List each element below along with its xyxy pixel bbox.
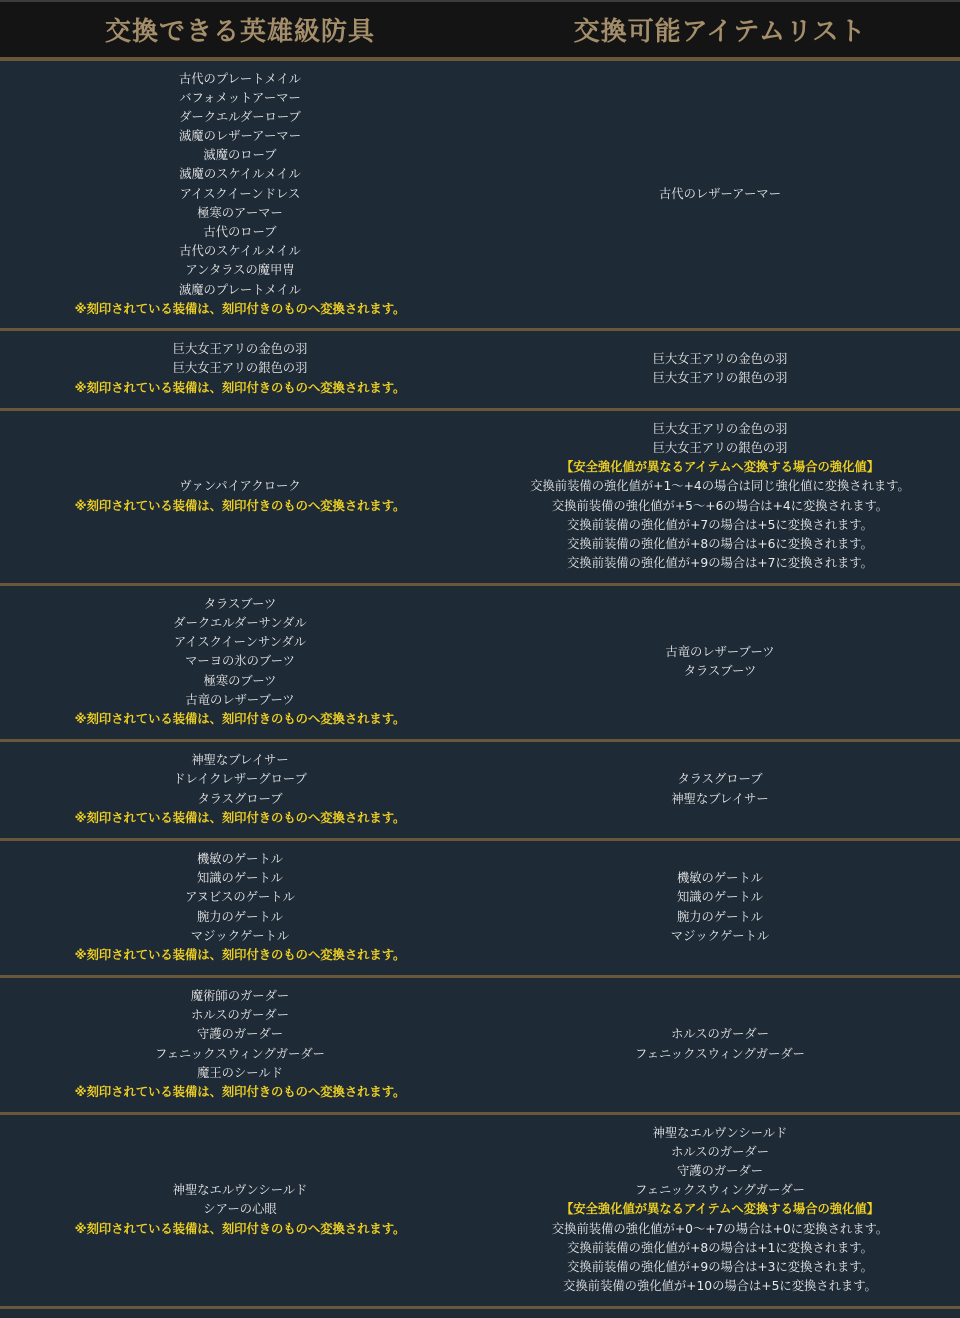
header-exchangeable-armor: 交換できる英雄級防具	[0, 1, 480, 59]
item-name: 交換前装備の強化値が+9の場合は+7に変換されます。	[567, 556, 873, 571]
item-name: 腕力のゲートル	[196, 909, 284, 924]
item-name: 古竜のレザーブーツ	[665, 644, 775, 659]
table-row	[0, 976, 960, 1113]
item-name: 巨大女王アリの金色の羽	[652, 421, 788, 436]
item-name: 交換前装備の強化値が+1～+4の場合は同じ強化値に変換されます。	[530, 479, 910, 494]
item-name: 交換前装備の強化値が+5～+6の場合は+4に変換されます。	[551, 498, 889, 513]
target-items-cell	[480, 584, 960, 740]
source-armor-cell	[0, 584, 480, 740]
target-items-cell	[480, 1113, 960, 1307]
item-name: 交換前装備の強化値が+9の場合は+3に変換されます。	[567, 1259, 873, 1274]
item-name: 機敏のゲートル	[196, 851, 284, 866]
table-row	[0, 740, 960, 839]
item-name: 古竜のレザーブーツ	[185, 692, 295, 707]
note-text: ※刻印されている装備は、刻印付きのものへ変換されます。	[74, 711, 406, 726]
item-name: 腕力のゲートル	[676, 909, 764, 924]
table-row	[0, 1113, 960, 1307]
source-armor-cell	[0, 740, 480, 839]
item-name: ダークエルダーローブ	[179, 109, 301, 124]
item-name: ダークエルダーサンダル	[173, 616, 307, 631]
table-body	[0, 59, 960, 1307]
item-name: 守護のガーダー	[196, 1027, 284, 1042]
item-name: 滅魔のプレートメイル	[178, 282, 302, 297]
header-row	[0, 1, 960, 59]
item-name: 魔術師のガーダー	[190, 988, 290, 1003]
item-name: タラスグローブ	[677, 772, 763, 787]
source-armor-cell	[0, 329, 480, 409]
item-name: 滅魔のスケイルメイル	[179, 167, 301, 182]
item-name: 交換前装備の強化値が+7の場合は+5に変換されます。	[567, 517, 873, 532]
item-name: タラスグローブ	[197, 791, 283, 806]
note-text: ※刻印されている装備は、刻印付きのものへ変換されます。	[74, 1084, 406, 1099]
item-name: 交換前装備の強化値が+8の場合は+1に変換されます。	[567, 1240, 873, 1255]
source-armor-cell	[0, 59, 480, 329]
note-text: ※刻印されている装備は、刻印付きのものへ変換されます。	[74, 810, 406, 825]
table-header	[0, 1, 960, 59]
source-armor-cell	[0, 409, 480, 584]
item-name: 滅魔のローブ	[203, 148, 277, 163]
item-name: 古代のスケイルメイル	[179, 244, 301, 259]
item-name: 巨大女王アリの銀色の羽	[652, 440, 788, 455]
item-name: ヴァンパイアクローク	[179, 479, 301, 494]
item-name: 守護のガーダー	[676, 1164, 764, 1179]
item-name: マジックゲートル	[670, 928, 770, 943]
item-name: フェニックスウィングガーダー	[635, 1046, 805, 1061]
item-name: 古代のレザーアーマー	[659, 186, 781, 201]
item-name: 知識のゲートル	[196, 871, 284, 886]
item-name: 神聖なブレイサー	[191, 753, 289, 768]
target-items-cell	[480, 839, 960, 976]
target-items-cell	[480, 740, 960, 839]
item-name: アヌビスのゲートル	[185, 890, 295, 905]
item-name: フェニックスウィングガーダー	[635, 1183, 805, 1198]
item-name: 交換前装備の強化値が+8の場合は+6に変換されます。	[567, 536, 873, 551]
item-name: アンタラスの魔甲冑	[185, 263, 295, 278]
note-text: ※刻印されている装備は、刻印付きのものへ変換されます。	[74, 1221, 406, 1236]
item-name: ホルスのガーダー	[190, 1008, 289, 1023]
item-name: 滅魔のレザーアーマー	[179, 129, 301, 144]
item-name: 極寒のブーツ	[203, 673, 277, 688]
item-name: 交換前装備の強化値が+10の場合は+5に変換されます。	[563, 1279, 877, 1294]
item-name: シアーの心眼	[203, 1202, 277, 1217]
item-name: 古代のプレートメイル	[178, 71, 302, 86]
target-items-cell	[480, 329, 960, 409]
item-name: マジックゲートル	[190, 928, 290, 943]
note-text: 【安全強化値が異なるアイテムへ変換する場合の強化値】	[561, 1202, 879, 1217]
item-name: アイスクイーンサンダル	[173, 635, 307, 650]
target-items-cell	[480, 59, 960, 329]
table-row	[0, 409, 960, 584]
item-name: 神聖なエルヴンシールド	[172, 1183, 308, 1198]
item-name: 機敏のゲートル	[676, 871, 764, 886]
header-exchange-item-list: 交換可能アイテムリスト	[480, 1, 960, 59]
source-armor-cell	[0, 976, 480, 1113]
note-text: ※刻印されている装備は、刻印付きのものへ変換されます。	[74, 947, 406, 962]
item-name: 交換前装備の強化値が+0～+7の場合は+0に変換されます。	[551, 1221, 889, 1236]
source-armor-cell	[0, 839, 480, 976]
note-text: ※刻印されている装備は、刻印付きのものへ変換されます。	[74, 380, 406, 395]
note-text: ※刻印されている装備は、刻印付きのものへ変換されます。	[74, 498, 406, 513]
item-name: 古代のローブ	[203, 225, 277, 240]
item-name: 巨大女王アリの銀色の羽	[652, 371, 788, 385]
item-name: マーヨの氷のブーツ	[185, 654, 295, 669]
item-name: 魔王のシールド	[197, 1065, 283, 1080]
note-text: ※刻印されている装備は、刻印付きのものへ変換されます。	[74, 301, 406, 316]
item-name: 神聖なブレイサー	[671, 791, 769, 806]
item-name: ホルスのガーダー	[670, 1027, 769, 1042]
table-row	[0, 584, 960, 740]
item-name: フェニックスウィングガーダー	[155, 1046, 325, 1061]
item-name: 極寒のアーマー	[197, 205, 283, 220]
target-items-cell	[480, 409, 960, 584]
item-name: 巨大女王アリの金色の羽	[172, 342, 308, 357]
item-name: アイスクイーンドレス	[179, 186, 301, 201]
table-row	[0, 839, 960, 976]
item-name: ホルスのガーダー	[670, 1144, 769, 1159]
target-items-cell	[480, 976, 960, 1113]
item-name: ドレイクレザーグローブ	[173, 772, 307, 787]
item-name: 神聖なエルヴンシールド	[652, 1125, 788, 1140]
source-armor-cell	[0, 1113, 480, 1307]
item-name: 巨大女王アリの金色の羽	[652, 351, 788, 366]
table-row	[0, 329, 960, 409]
item-name: 巨大女王アリの銀色の羽	[172, 361, 308, 376]
table-row	[0, 59, 960, 329]
item-name: タラスブーツ	[683, 664, 757, 678]
item-name: タラスブーツ	[203, 596, 277, 611]
item-name: 知識のゲートル	[676, 890, 764, 905]
note-text: 【安全強化値が異なるアイテムへ変換する場合の強化値】	[561, 460, 879, 475]
item-name: バフォメットアーマー	[179, 90, 301, 105]
